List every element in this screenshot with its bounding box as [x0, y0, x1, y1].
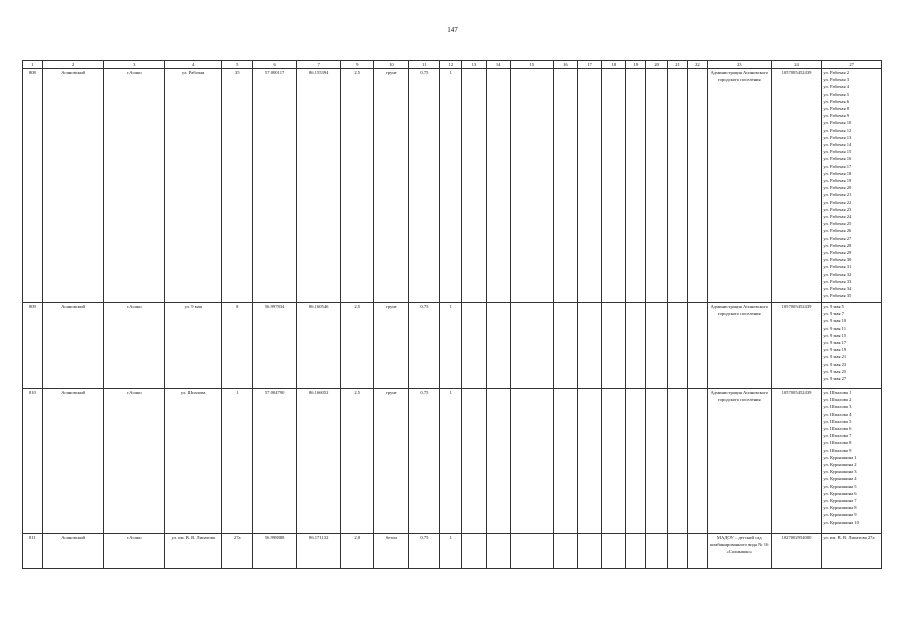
empty-cell — [668, 534, 688, 569]
served-address: ул. 9 мая 15 — [823, 332, 847, 338]
district-cell: Асиновский — [42, 389, 104, 534]
count-cell: 1 — [440, 303, 462, 389]
district-cell: Асиновский — [42, 69, 104, 303]
served-address: ул. 9 мая 17 — [823, 340, 847, 346]
served-address: ул. Рабочая 4 — [823, 84, 850, 90]
empty-cell — [553, 69, 577, 303]
served-address: ул. Рабочая 33 — [823, 278, 852, 284]
empty-cell — [553, 534, 577, 569]
served-address: ул. Шпалова 1 — [823, 390, 852, 395]
served-address: ул. Курышкина 2 — [823, 462, 857, 468]
empty-cell — [646, 534, 668, 569]
served-address: ул. Рабочая 19 — [823, 178, 852, 184]
served-address: ул. Рабочая 34 — [823, 286, 852, 292]
empty-cell — [577, 69, 601, 303]
served-addresses-cell — [822, 389, 882, 534]
served-addresses-cell — [822, 69, 882, 303]
latitude-cell: 56.998888 — [253, 534, 297, 569]
empty-cell — [486, 534, 510, 569]
district-cell: Асиновский — [42, 534, 104, 569]
column-header: 14 — [486, 61, 510, 69]
empty-cell — [462, 303, 486, 389]
volume-cell: 0,75 — [409, 303, 440, 389]
served-address: ул. Рабочая 17 — [823, 163, 852, 169]
served-address: ул. Рабочая 24 — [823, 214, 852, 220]
served-address: ул. Шпалова 8 — [823, 440, 852, 446]
count-cell: 1 — [440, 389, 462, 534]
empty-cell — [462, 389, 486, 534]
empty-cell — [646, 303, 668, 389]
column-header: 16 — [553, 61, 577, 69]
latitude-cell: 57.000117 — [253, 69, 297, 303]
empty-cell — [688, 69, 708, 303]
empty-cell — [486, 69, 510, 303]
empty-cell — [486, 389, 510, 534]
house-cell: 27а — [222, 534, 253, 569]
empty-cell — [688, 534, 708, 569]
latitude-cell: 56.997834 — [253, 303, 297, 389]
empty-cell — [577, 389, 601, 534]
served-address: ул. Рабочая 3 — [823, 77, 850, 83]
served-address: ул. Рабочая 8 — [823, 106, 850, 112]
served-address: ул. Рабочая 35 — [823, 293, 852, 299]
area-cell: 2,8 — [341, 534, 374, 569]
column-header: 27 — [822, 61, 882, 69]
served-address: ул. Рабочая 25 — [823, 221, 852, 227]
served-address: ул. Рабочая 27 — [823, 235, 852, 241]
column-header: 11 — [409, 61, 440, 69]
served-address: ул. Шпалова 7 — [823, 433, 852, 439]
served-address: ул. Рабочая 14 — [823, 142, 852, 148]
empty-cell — [602, 534, 626, 569]
served-address: ул. Рабочая 22 — [823, 199, 852, 205]
owner-cell: Администрация Асиновского городского поселения — [707, 69, 771, 303]
served-address: ул. Курышкина 4 — [823, 476, 857, 482]
served-address: ул. Рабочая 9 — [823, 113, 850, 119]
count-cell: 1 — [440, 534, 462, 569]
column-header: 2 — [42, 61, 104, 69]
ogrn-cell: 1057005452439 — [771, 389, 822, 534]
longitude-cell: 86.171132 — [297, 534, 341, 569]
longitude-cell: 86.160546 — [297, 303, 341, 389]
served-addresses-cell — [822, 534, 882, 569]
table-row — [23, 389, 882, 534]
empty-cell — [577, 303, 601, 389]
area-cell: 2,5 — [341, 303, 374, 389]
latitude-cell: 57.004790 — [253, 389, 297, 534]
street-cell: ул. Шпалова — [165, 389, 222, 534]
served-address: ул. Рабочая 26 — [823, 228, 852, 234]
row-number: 809 — [23, 303, 43, 389]
header-row — [23, 61, 882, 69]
settlement-cell: г.Асино — [104, 389, 165, 534]
served-address: ул. Рабочая 28 — [823, 242, 852, 248]
empty-cell — [646, 389, 668, 534]
owner-cell: Администрация Асиновского городского поселения — [707, 303, 771, 389]
served-address: ул. 9 мая 7 — [823, 311, 844, 317]
area-cell: 2,5 — [341, 389, 374, 534]
empty-cell — [688, 303, 708, 389]
settlement-cell: г.Асино — [104, 303, 165, 389]
served-address: ул. Курышкина 3 — [823, 469, 857, 475]
empty-cell — [553, 303, 577, 389]
served-address: ул. Курышкина 8 — [823, 505, 857, 511]
empty-cell — [602, 389, 626, 534]
served-address: ул. им. В. В. Липатова 27а — [823, 535, 875, 540]
count-cell: 1 — [440, 69, 462, 303]
column-header: 10 — [374, 61, 409, 69]
street-cell: ул. 9 мая — [165, 303, 222, 389]
column-header: 20 — [646, 61, 668, 69]
served-address: ул. Шпалова 4 — [823, 411, 852, 417]
empty-cell — [510, 389, 553, 534]
served-address: ул. Рабочая 32 — [823, 271, 852, 277]
served-address: ул. Рабочая 6 — [823, 98, 850, 104]
surface-cell: бетон — [374, 534, 409, 569]
empty-cell — [668, 69, 688, 303]
column-header: 7 — [297, 61, 341, 69]
empty-cell — [626, 389, 646, 534]
empty-cell — [646, 69, 668, 303]
column-header: 24 — [771, 61, 822, 69]
owner-cell: МАДОУ – детский сад комбинированного вида № 16 «Солнышко» — [707, 534, 771, 569]
settlement-cell: г.Асино — [104, 534, 165, 569]
column-header: 4 — [165, 61, 222, 69]
owner-cell: Администрация Асиновского городского поселения — [707, 389, 771, 534]
column-header: 23 — [707, 61, 771, 69]
served-address: ул. Рабочая 21 — [823, 192, 852, 198]
row-number: 808 — [23, 69, 43, 303]
registry-table — [22, 60, 882, 569]
served-address: ул. 9 мая 27 — [823, 376, 847, 382]
served-address: ул. 9 мая 19 — [823, 347, 847, 353]
settlement-cell: г.Асино — [104, 69, 165, 303]
empty-cell — [602, 69, 626, 303]
column-header: 21 — [668, 61, 688, 69]
served-address: ул. Рабочая 31 — [823, 264, 852, 270]
page-number: 147 — [447, 26, 458, 34]
row-number: 811 — [23, 534, 43, 569]
column-header: 18 — [602, 61, 626, 69]
empty-cell — [510, 534, 553, 569]
ogrn-cell: 1027002954000 — [771, 534, 822, 569]
served-address: ул. 9 мая 21 — [823, 354, 847, 360]
empty-cell — [602, 303, 626, 389]
served-address: ул. 9 мая 25 — [823, 368, 847, 374]
served-address: ул. Курышкина 10 — [823, 519, 859, 525]
served-address: ул. Рабочая 10 — [823, 120, 852, 126]
column-header: 1 — [23, 61, 43, 69]
column-header: 12 — [440, 61, 462, 69]
empty-cell — [510, 303, 553, 389]
empty-cell — [668, 303, 688, 389]
column-header: 6 — [253, 61, 297, 69]
served-address: ул. Шпалова 9 — [823, 447, 852, 453]
volume-cell: 0,75 — [409, 69, 440, 303]
column-header: 9 — [341, 61, 374, 69]
column-header: 13 — [462, 61, 486, 69]
served-address: ул. Курышкина 1 — [823, 454, 857, 460]
longitude-cell: 86.166052 — [297, 389, 341, 534]
served-addresses-cell — [822, 303, 882, 389]
served-address: ул. Рабочая 13 — [823, 134, 852, 140]
served-address: ул. Шпалова 6 — [823, 426, 852, 432]
served-address: ул. Рабочая 30 — [823, 257, 852, 263]
served-address: ул. Шпалова 2 — [823, 397, 852, 403]
served-address: ул. Шпалова 3 — [823, 404, 852, 410]
column-header: 17 — [577, 61, 601, 69]
empty-cell — [688, 389, 708, 534]
table-row — [23, 534, 882, 569]
empty-cell — [668, 389, 688, 534]
served-address: ул. Рабочая 16 — [823, 156, 852, 162]
served-address: ул. Рабочая 5 — [823, 91, 850, 97]
longitude-cell: 86.155394 — [297, 69, 341, 303]
ogrn-cell: 1057005452439 — [771, 303, 822, 389]
empty-cell — [462, 534, 486, 569]
empty-cell — [626, 303, 646, 389]
ogrn-cell: 1057005452439 — [771, 69, 822, 303]
street-cell: ул. Рабочая — [165, 69, 222, 303]
column-header: 15 — [510, 61, 553, 69]
column-header: 3 — [104, 61, 165, 69]
served-address: ул. Курышкина 6 — [823, 490, 857, 496]
served-address: ул. 9 мая 10 — [823, 318, 847, 324]
column-header: 22 — [688, 61, 708, 69]
empty-cell — [462, 69, 486, 303]
house-cell: 1 — [222, 389, 253, 534]
served-address: ул. Рабочая 23 — [823, 206, 852, 212]
empty-cell — [577, 534, 601, 569]
table-row — [23, 69, 882, 303]
served-address: ул. Курышкина 9 — [823, 512, 857, 518]
served-address: ул. Рабочая 15 — [823, 149, 852, 155]
served-address: ул. Рабочая 29 — [823, 250, 852, 256]
served-address: ул. 9 мая 23 — [823, 361, 847, 367]
served-address: ул. Шпалова 5 — [823, 418, 852, 424]
house-cell: 8 — [222, 303, 253, 389]
house-cell: 35 — [222, 69, 253, 303]
served-address: ул. Рабочая 20 — [823, 185, 852, 191]
empty-cell — [626, 69, 646, 303]
row-number: 810 — [23, 389, 43, 534]
served-address: ул. Курышкина 5 — [823, 483, 857, 489]
volume-cell: 0,75 — [409, 389, 440, 534]
served-address: ул. Рабочая 2 — [823, 70, 850, 75]
served-address: ул. Рабочая 18 — [823, 170, 852, 176]
volume-cell: 0,75 — [409, 534, 440, 569]
served-address: ул. Рабочая 12 — [823, 127, 852, 133]
empty-cell — [553, 389, 577, 534]
column-header: 19 — [626, 61, 646, 69]
served-address: ул. 9 мая 5 — [823, 304, 844, 309]
empty-cell — [486, 303, 510, 389]
district-cell: Асиновский — [42, 303, 104, 389]
area-cell: 2,5 — [341, 69, 374, 303]
served-address: ул. 9 мая 11 — [823, 325, 847, 331]
column-header: 5 — [222, 61, 253, 69]
surface-cell: грунт — [374, 69, 409, 303]
empty-cell — [626, 534, 646, 569]
table-row — [23, 303, 882, 389]
street-cell: ул. им. В. В. Липатова — [165, 534, 222, 569]
empty-cell — [510, 69, 553, 303]
surface-cell: грунт — [374, 389, 409, 534]
served-address: ул. Курышкина 7 — [823, 498, 857, 504]
surface-cell: грунт — [374, 303, 409, 389]
